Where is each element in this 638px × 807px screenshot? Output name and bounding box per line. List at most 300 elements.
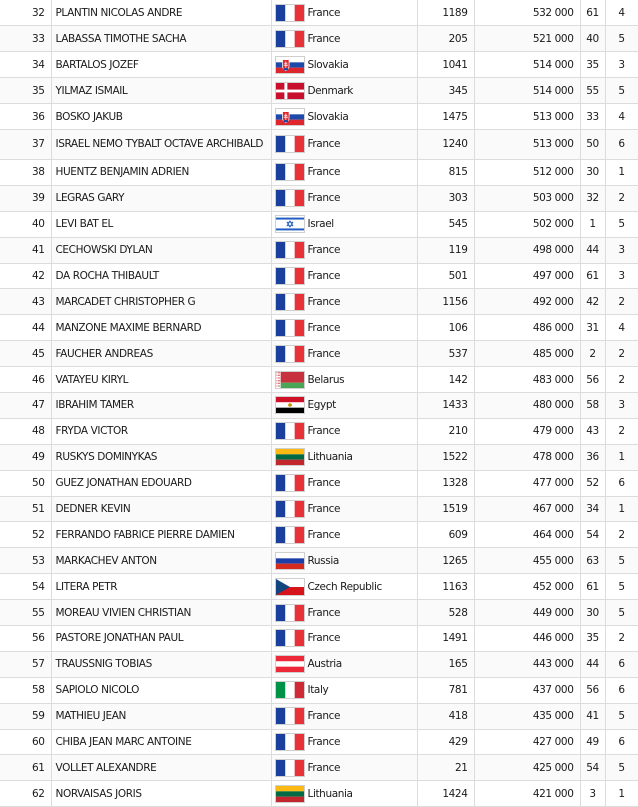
italy-flag-icon: [275, 681, 305, 699]
col6-cell: [605, 0, 638, 26]
col6-value: 3: [618, 58, 625, 71]
france-flag-icon: [275, 345, 305, 363]
number-cell: [417, 78, 474, 104]
col5-cell: [580, 104, 605, 130]
player-name[interactable]: LABASSA TIMOTHE SACHA: [55, 32, 187, 45]
rank: 33: [31, 32, 45, 45]
player-name[interactable]: FERRANDO FABRICE PIERRE DAMIEN: [55, 528, 235, 541]
number-cell: [417, 263, 474, 289]
rank: 41: [31, 244, 45, 257]
country-cell: [271, 444, 417, 470]
table-row[interactable]: [0, 703, 638, 729]
rank: 52: [31, 528, 45, 541]
points-value: 427 000: [532, 735, 574, 748]
col5-value: 42: [586, 295, 599, 308]
table-row[interactable]: [0, 211, 638, 237]
rank-cell: [0, 470, 51, 496]
country-name: France: [307, 138, 341, 151]
col5-cell: [580, 0, 605, 26]
israel-flag-icon: [275, 215, 305, 233]
rank-cell: [0, 574, 51, 600]
rank-cell: [0, 444, 51, 470]
col5-value: 55: [586, 84, 599, 97]
points-cell: [474, 289, 580, 315]
name-cell: [51, 418, 271, 444]
rank-cell: [0, 185, 51, 211]
col6-cell: [605, 104, 638, 130]
name-cell: [51, 78, 271, 104]
col5-cell: [580, 211, 605, 237]
player-name[interactable]: BOSKO JAKUB: [55, 110, 123, 123]
table-row[interactable]: [0, 104, 638, 130]
number-cell: [417, 211, 474, 237]
number-cell: [417, 574, 474, 600]
col6-value: 6: [618, 477, 625, 490]
table-row[interactable]: [0, 651, 638, 677]
table-row[interactable]: [0, 522, 638, 548]
points-cell: [474, 129, 580, 159]
player-name[interactable]: GUEZ JONATHAN EDOUARD: [55, 477, 192, 490]
france-flag-icon: [275, 733, 305, 751]
col6-value: 1: [618, 451, 625, 464]
lithuania-flag-icon: [275, 785, 305, 803]
col6-cell: [605, 185, 638, 211]
france-flag-icon: [275, 629, 305, 647]
country-name: Lithuania: [307, 451, 353, 464]
col5-cell: [580, 392, 605, 418]
col6-value: 3: [618, 269, 625, 282]
table-row[interactable]: [0, 755, 638, 781]
table-row[interactable]: [0, 444, 638, 470]
points-cell: [474, 651, 580, 677]
table-row[interactable]: [0, 159, 638, 185]
player-name[interactable]: LEVI BAT EL: [55, 218, 114, 231]
col5-value: 61: [586, 269, 599, 282]
rank: 57: [31, 658, 45, 671]
rank-cell: [0, 548, 51, 574]
points-cell: [474, 677, 580, 703]
number-value: 1163: [442, 580, 468, 593]
number-cell: [417, 625, 474, 651]
player-name[interactable]: SAPIOLO NICOLO: [55, 684, 140, 697]
country-name: France: [307, 244, 341, 257]
col6-cell: [605, 263, 638, 289]
name-cell: [51, 496, 271, 522]
player-name[interactable]: CHIBA JEAN MARC ANTOINE: [55, 735, 192, 748]
points-cell: [474, 729, 580, 755]
table-row[interactable]: [0, 129, 638, 159]
col6-cell: [605, 78, 638, 104]
table-row[interactable]: [0, 52, 638, 78]
points-value: 479 000: [532, 425, 574, 438]
country-name: Lithuania: [307, 787, 353, 800]
col6-cell: [605, 470, 638, 496]
col5-value: 49: [586, 735, 599, 748]
france-flag-icon: [275, 163, 305, 181]
country-name: Slovakia: [307, 58, 349, 71]
player-name[interactable]: VOLLET ALEXANDRE: [55, 761, 157, 774]
col6-value: 5: [618, 580, 625, 593]
france-flag-icon: [275, 500, 305, 518]
country-cell: [271, 703, 417, 729]
rank: 36: [31, 110, 45, 123]
col5-cell: [580, 522, 605, 548]
col6-value: 1: [618, 787, 625, 800]
name-cell: [51, 289, 271, 315]
country-cell: [271, 52, 417, 78]
col5-cell: [580, 548, 605, 574]
table-row[interactable]: [0, 625, 638, 651]
points-value: 532 000: [532, 6, 574, 19]
country-cell: [271, 548, 417, 574]
number-value: 528: [448, 606, 468, 619]
col5-cell: [580, 52, 605, 78]
points-cell: [474, 418, 580, 444]
number-cell: [417, 52, 474, 78]
points-value: 443 000: [532, 658, 574, 671]
points-cell: [474, 237, 580, 263]
name-cell: [51, 703, 271, 729]
name-cell: [51, 755, 271, 781]
points-value: 452 000: [532, 580, 574, 593]
points-value: 486 000: [532, 321, 574, 334]
player-name[interactable]: VATAYEU KIRYL: [55, 373, 129, 386]
country-name: France: [307, 528, 341, 541]
country-name: France: [307, 606, 341, 619]
player-name[interactable]: MOREAU VIVIEN CHRISTIAN: [55, 606, 191, 619]
name-cell: [51, 211, 271, 237]
col5-cell: [580, 703, 605, 729]
rank: 45: [31, 347, 45, 360]
number-cell: [417, 185, 474, 211]
table-row[interactable]: [0, 418, 638, 444]
col6-value: 1: [618, 166, 625, 179]
table-row[interactable]: [0, 237, 638, 263]
player-name[interactable]: ISRAEL NEMO TYBALT OCTAVE ARCHIBALD: [55, 138, 264, 151]
name-cell: [51, 263, 271, 289]
number-cell: [417, 341, 474, 367]
rank-cell: [0, 289, 51, 315]
table-row[interactable]: [0, 496, 638, 522]
number-value: 1424: [442, 787, 468, 800]
country-cell: [271, 78, 417, 104]
france-flag-icon: [275, 526, 305, 544]
points-cell: [474, 548, 580, 574]
table-row[interactable]: [0, 289, 638, 315]
player-name[interactable]: MANZONE MAXIME BERNARD: [55, 321, 202, 334]
number-cell: [417, 315, 474, 341]
france-flag-icon: [275, 422, 305, 440]
player-name[interactable]: PLANTIN NICOLAS ANDRE: [55, 6, 183, 19]
points-cell: [474, 392, 580, 418]
table-row[interactable]: [0, 729, 638, 755]
number-cell: [417, 367, 474, 393]
col6-cell: [605, 211, 638, 237]
number-value: 21: [454, 761, 468, 774]
rank-cell: [0, 729, 51, 755]
col6-value: 1: [618, 502, 625, 515]
table-row[interactable]: [0, 315, 638, 341]
number-value: 418: [448, 710, 468, 723]
france-flag-icon: [275, 293, 305, 311]
number-value: 210: [448, 425, 468, 438]
points-value: 421 000: [532, 787, 574, 800]
name-cell: [51, 52, 271, 78]
points-value: 514 000: [532, 84, 574, 97]
country-name: France: [307, 192, 341, 205]
points-value: 449 000: [532, 606, 574, 619]
country-cell: [271, 522, 417, 548]
table-row[interactable]: [0, 185, 638, 211]
col6-cell: [605, 289, 638, 315]
france-flag-icon: [275, 241, 305, 259]
name-cell: [51, 651, 271, 677]
col5-value: 1: [589, 218, 596, 231]
col6-cell: [605, 755, 638, 781]
col5-cell: [580, 263, 605, 289]
points-value: 513 000: [532, 138, 574, 151]
number-value: 1240: [442, 138, 468, 151]
col5-value: 31: [586, 321, 599, 334]
player-name[interactable]: DEDNER KEVIN: [55, 502, 131, 515]
rank-cell: [0, 522, 51, 548]
col6-value: 6: [618, 658, 625, 671]
country-cell: [271, 211, 417, 237]
player-name[interactable]: DA ROCHA THIBAULT: [55, 269, 159, 282]
table-row[interactable]: [0, 548, 638, 574]
name-cell: [51, 600, 271, 626]
player-name[interactable]: TRAUSSNIG TOBIAS: [55, 658, 152, 671]
col5-value: 58: [586, 399, 599, 412]
country-cell: [271, 755, 417, 781]
name-cell: [51, 729, 271, 755]
name-cell: [51, 444, 271, 470]
player-name[interactable]: FAUCHER ANDREAS: [55, 347, 153, 360]
country-name: France: [307, 321, 341, 334]
rank-cell: [0, 677, 51, 703]
points-cell: [474, 263, 580, 289]
number-cell: [417, 703, 474, 729]
col6-cell: [605, 341, 638, 367]
number-value: 106: [448, 321, 468, 334]
points-cell: [474, 522, 580, 548]
col6-cell: [605, 548, 638, 574]
country-name: Belarus: [307, 373, 345, 386]
country-cell: [271, 159, 417, 185]
france-flag-icon: [275, 4, 305, 22]
player-name[interactable]: HUENTZ BENJAMIN ADRIEN: [55, 166, 189, 179]
col6-cell: [605, 729, 638, 755]
points-value: 503 000: [532, 192, 574, 205]
col6-value: 6: [618, 735, 625, 748]
rank-cell: [0, 315, 51, 341]
player-name[interactable]: CECHOWSKI DYLAN: [55, 244, 153, 257]
col5-cell: [580, 600, 605, 626]
col6-value: 2: [618, 347, 625, 360]
name-cell: [51, 392, 271, 418]
austria-flag-icon: [275, 655, 305, 673]
player-name[interactable]: MATHIEU JEAN: [55, 710, 126, 723]
number-value: 429: [448, 735, 468, 748]
number-cell: [417, 418, 474, 444]
country-name: France: [307, 502, 341, 515]
country-cell: [271, 104, 417, 130]
table-row[interactable]: [0, 470, 638, 496]
col5-cell: [580, 729, 605, 755]
name-cell: [51, 367, 271, 393]
col6-value: 5: [618, 554, 625, 567]
country-name: France: [307, 425, 341, 438]
points-value: 455 000: [532, 554, 574, 567]
number-value: 501: [448, 269, 468, 282]
points-cell: [474, 755, 580, 781]
col6-cell: [605, 392, 638, 418]
egypt-flag-icon: [275, 396, 305, 414]
number-value: 1475: [442, 110, 468, 123]
player-name[interactable]: PASTORE JONATHAN PAUL: [55, 632, 184, 645]
number-cell: [417, 0, 474, 26]
country-name: France: [307, 761, 341, 774]
rank: 43: [31, 295, 45, 308]
col6-value: 2: [618, 373, 625, 386]
rank-cell: [0, 159, 51, 185]
col6-cell: [605, 129, 638, 159]
france-flag-icon: [275, 707, 305, 725]
table-row[interactable]: [0, 78, 638, 104]
col6-cell: [605, 625, 638, 651]
col5-cell: [580, 470, 605, 496]
col5-value: 44: [586, 244, 599, 257]
table-row[interactable]: [0, 677, 638, 703]
name-cell: [51, 677, 271, 703]
player-name[interactable]: YILMAZ ISMAIL: [55, 84, 128, 97]
number-cell: [417, 289, 474, 315]
player-name[interactable]: LEGRAS GARY: [55, 192, 125, 205]
player-name[interactable]: MARCADET CHRISTOPHER G: [55, 295, 196, 308]
rank-cell: [0, 104, 51, 130]
table-row[interactable]: [0, 341, 638, 367]
col6-value: 5: [618, 606, 625, 619]
col5-value: 63: [586, 554, 599, 567]
country-cell: [271, 729, 417, 755]
table-row[interactable]: [0, 574, 638, 600]
rank-cell: [0, 78, 51, 104]
country-name: France: [307, 710, 341, 723]
country-name: France: [307, 269, 341, 282]
col6-value: 5: [618, 218, 625, 231]
rank: 51: [31, 502, 45, 515]
table-row[interactable]: [0, 600, 638, 626]
points-value: 513 000: [532, 110, 574, 123]
slovakia-flag-icon: [275, 56, 305, 74]
player-name[interactable]: BARTALOS JOZEF: [55, 58, 139, 71]
france-flag-icon: [275, 189, 305, 207]
points-cell: [474, 185, 580, 211]
col6-cell: [605, 237, 638, 263]
table-row[interactable]: [0, 26, 638, 52]
country-name: Slovakia: [307, 110, 349, 123]
rank: 55: [31, 606, 45, 619]
player-name[interactable]: NORVAISAS JORIS: [55, 787, 142, 800]
rank-cell: [0, 26, 51, 52]
points-value: 480 000: [532, 399, 574, 412]
table-row[interactable]: [0, 392, 638, 418]
rank: 54: [31, 580, 45, 593]
table-row[interactable]: [0, 263, 638, 289]
country-name: Italy: [307, 684, 329, 697]
col6-cell: [605, 52, 638, 78]
country-name: France: [307, 477, 341, 490]
col5-cell: [580, 574, 605, 600]
col5-value: 44: [586, 658, 599, 671]
player-name[interactable]: IBRAHIM TAMER: [55, 399, 134, 412]
number-cell: [417, 237, 474, 263]
rank: 38: [31, 166, 45, 179]
table-row[interactable]: [0, 0, 638, 26]
number-cell: [417, 444, 474, 470]
number-value: 1433: [442, 399, 468, 412]
number-cell: [417, 392, 474, 418]
col6-value: 6: [618, 684, 625, 697]
col6-cell: [605, 367, 638, 393]
rank: 35: [31, 84, 45, 97]
points-cell: [474, 211, 580, 237]
points-value: 514 000: [532, 58, 574, 71]
number-value: 205: [448, 32, 468, 45]
country-cell: [271, 26, 417, 52]
col6-value: 5: [618, 761, 625, 774]
player-name[interactable]: LITERA PETR: [55, 580, 118, 593]
country-cell: [271, 315, 417, 341]
player-name[interactable]: RUSKYS DOMINYKAS: [55, 451, 157, 464]
rank-cell: [0, 237, 51, 263]
rank-cell: [0, 52, 51, 78]
rank-cell: [0, 341, 51, 367]
player-name[interactable]: FRYDA VICTOR: [55, 425, 128, 438]
col6-cell: [605, 600, 638, 626]
number-cell: [417, 677, 474, 703]
country-name: France: [307, 735, 341, 748]
country-name: France: [307, 632, 341, 645]
col5-cell: [580, 159, 605, 185]
col5-value: 30: [586, 606, 599, 619]
number-value: 345: [448, 84, 468, 97]
country-name: Egypt: [307, 399, 336, 412]
col6-value: 5: [618, 710, 625, 723]
name-cell: [51, 185, 271, 211]
rank: 39: [31, 192, 45, 205]
table-row[interactable]: [0, 367, 638, 393]
col5-cell: [580, 26, 605, 52]
country-cell: [271, 625, 417, 651]
rank-cell: [0, 625, 51, 651]
col5-cell: [580, 496, 605, 522]
number-value: 781: [448, 684, 468, 697]
rank: 56: [31, 632, 45, 645]
country-cell: [271, 367, 417, 393]
points-cell: [474, 315, 580, 341]
col6-value: 2: [618, 295, 625, 308]
country-name: France: [307, 166, 341, 179]
name-cell: [51, 159, 271, 185]
col6-value: 6: [618, 138, 625, 151]
points-cell: [474, 26, 580, 52]
col6-value: 3: [618, 244, 625, 257]
points-cell: [474, 625, 580, 651]
country-name: Czech Republic: [307, 580, 382, 593]
player-name[interactable]: MARKACHEV ANTON: [55, 554, 157, 567]
col5-cell: [580, 677, 605, 703]
